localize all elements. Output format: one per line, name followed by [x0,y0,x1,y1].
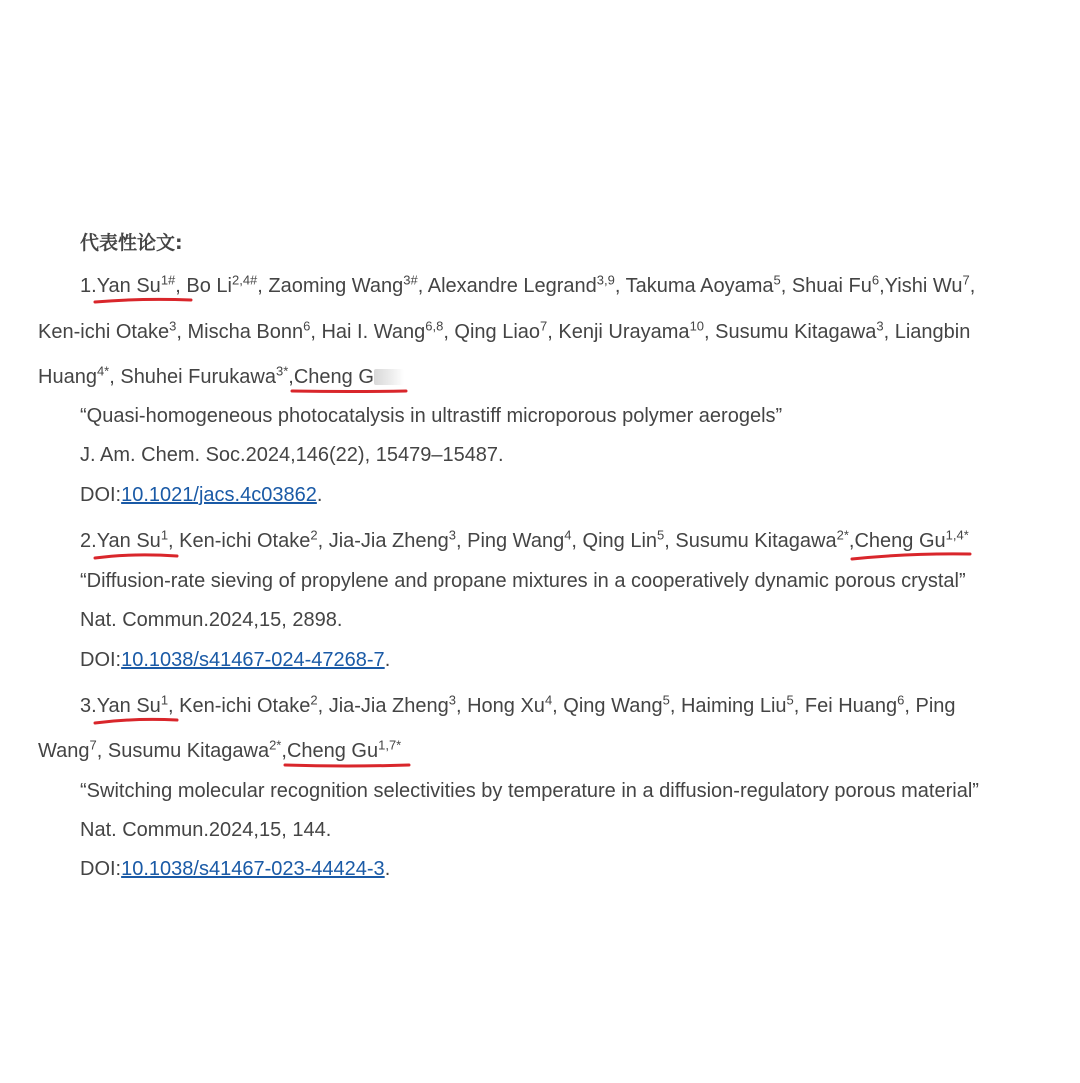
doi-link[interactable]: 10.1038/s41467-023-44424-3 [121,858,385,880]
paper-3-title: “Switching molecular recognition selectivities by temperature in a diffusion-regulatory porous material” [80,780,979,802]
red-underline-mark [290,387,408,397]
paper-1-authors-line-2: Ken-ichi Otake$^3$, Mischa Bonn$^6$, Hai I. Wang$^{6,8}$, Qing Liao$^7$, Kenji Urayama$^{10}$, Susumu Kitagawa$^3$, Liangbin [38,318,971,343]
doi-link[interactable]: 10.1038/s41467-024-47268-7 [121,649,385,671]
paper-3-authors-line-1: 3.Yan Su$^1$ , Ken-ichi Otake$^2$, Jia-Jia Zheng$^3$, Hong Xu$^4$, Qing Wang$^5$, Haiming Liu$^5$, Fei Huang$^6$, Ping [80,694,956,718]
red-underline-mark [93,716,179,726]
section-heading: 代表性论文: [80,232,183,254]
blurred-text [374,369,404,385]
highlighted-author: Yan Su$^1$ [97,529,168,553]
paper-1-journal: J. Am. Chem. Soc.2024,146(22), 15479–15487. [80,444,504,466]
paper-3-journal: Nat. Commun.2024,15, 144. [80,819,332,841]
highlighted-author: Yan $Su^{1\#}$ [97,274,176,298]
paper-3-authors-line-2: Wang$^7$, Susumu Kitagawa$^{2*}$,Cheng $Gu^{1,7*}$ [38,739,401,763]
paper-2-authors-line-1: 2.Yan Su$^1$ , Ken-ichi Otake$^2$, Jia-Jia Zheng$^3$, Ping Wang$^4$, Qing Lin$^5$, Susumu Kitagawa$^{2*}$,Cheng $Gu^{1,4*}$ [80,529,969,553]
red-underline-mark [93,296,193,306]
paper-3-doi: DOI:10.1038/s41467-023-44424-3. [80,858,391,880]
red-underline-mark [93,551,179,561]
paper-1-authors-line-1: 1.Yan $Su^{1\#}$ , Bo $Li^{2,4\#}$, Zaoming Wang$^{3\#}$, Alexandre Legrand$^{3,9}$, Takuma Aoyama$^5$, Shuai Fu$^6$,Yishi Wu$^7$, [80,274,975,298]
paper-2-doi: DOI:10.1038/s41467-024-47268-7. [80,649,391,671]
highlighted-author: Cheng $Gu^{1,4*}$ [854,529,968,553]
red-underline-mark [283,761,411,771]
red-underline-mark [850,551,972,561]
highlighted-author: Cheng $Gu^{1,7*}$ [287,739,401,763]
highlighted-author: Cheng G [294,365,404,389]
paper-2-title: “Diffusion-rate sieving of propylene and propane mixtures in a cooperatively dynamic porous crystal” [80,570,966,592]
paper-1-authors-line-3: Huang$^{4*}$, Shuhei Furukawa$^{3*}$,Cheng G [38,365,404,389]
paper-2-journal: Nat. Commun.2024,15, 2898. [80,609,343,631]
highlighted-author: Yan Su$^1$ [97,694,168,718]
paper-1-doi: DOI:10.1021/jacs.4c03862. [80,484,323,506]
paper-1-title: “Quasi-homogeneous photocatalysis in ultrastiff microporous polymer aerogels” [80,405,783,427]
doi-link[interactable]: 10.1021/jacs.4c03862 [121,484,317,506]
